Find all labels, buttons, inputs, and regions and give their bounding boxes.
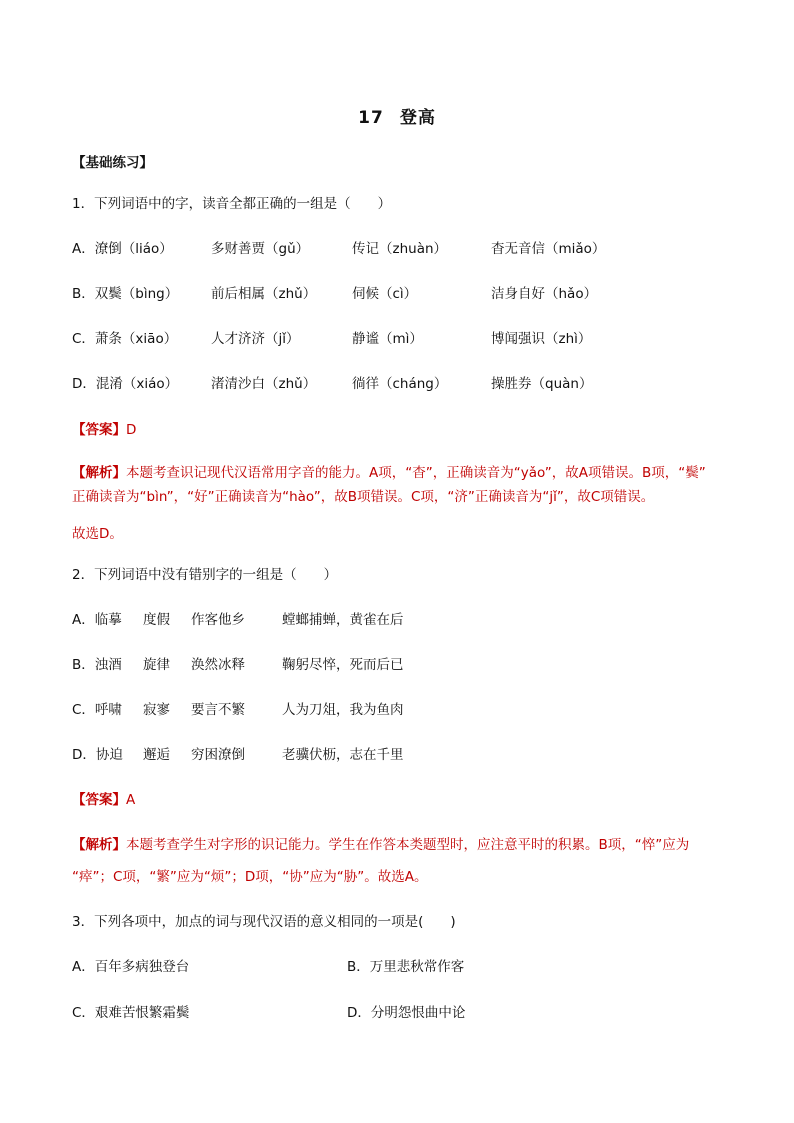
lesson-number: 17 [358,108,384,128]
q1-d-2: 渚清沙白（zhǔ） [211,376,317,392]
q2-b-4: 鞠躬尽悴，死而后已 [282,657,404,673]
q2-analysis-line-1 [72,835,689,855]
answer-tag: 【答案】 [72,792,126,808]
q1-d-3: 徜徉（cháng） [352,376,448,392]
q1-b-3: 伺候（cì） [352,286,418,302]
q2-a-1: A．临摹 [72,612,122,628]
q1-d-1: D．混淆（xiáo） [72,376,179,392]
q2-c-4: 人为刀俎，我为鱼肉 [282,702,404,718]
answer-value: A [126,792,136,808]
q2-c-1: C．呼啸 [72,702,122,718]
q3-option-c: C．艰难苦恨繁霜鬓 [72,1005,190,1021]
q1-a-4: 杳无音信（miǎo） [491,241,606,257]
q1-b-1: B．双鬓（bìng） [72,286,179,302]
answer-value: D [126,422,137,438]
q2-a-2: 度假 [143,612,170,628]
q1-c-4: 博闻强识（zhì） [491,331,592,347]
q1-stem: 1．下列词语中的字，读音全都正确的一组是（ ） [72,196,392,212]
q2-d-2: 邂逅 [143,747,170,763]
q1-a-2: 多财善贾（gǔ） [211,241,310,257]
q2-d-4: 老骥伏枥，志在千里 [282,747,404,763]
q2-b-2: 旋律 [143,657,170,673]
analysis-text: 本题考查识记现代汉语常用字音的能力。A项，“杳”，正确读音为“yǎo”，故A项错误。B项，“鬓” [126,465,706,481]
q3-option-b: B．万里悲秋常作客 [347,959,465,975]
q1-c-2: 人才济济（jǐ） [211,331,300,347]
q1-b-2: 前后相属（zhǔ） [211,286,317,302]
q1-analysis-line-1 [72,463,706,483]
lesson-title: 登高 [399,108,436,128]
q2-answer [72,790,135,810]
q1-a-1: A．潦倒（liáo） [72,241,173,257]
q1-c-3: 静谧（mì） [352,331,423,347]
q2-a-4: 螳螂捕蝉，黄雀在后 [282,612,404,628]
q1-a-3: 传记（zhuàn） [352,241,448,257]
q3-option-d: D．分明怨恨曲中论 [347,1005,466,1021]
q1-analysis-line-2: 正确读音为“bìn”，“好”正确读音为“hào”，故B项错误。C项，“济”正确读音为“jǐ”，故C项错误。 [72,489,655,505]
q2-d-3: 穷困潦倒 [191,747,245,763]
q1-analysis-line-3: 故选D。 [72,526,123,542]
q1-c-1: C．萧条（xiāo） [72,331,178,347]
q1-d-4: 操胜券（quàn） [491,376,593,392]
section-heading: 【基础练习】 [72,155,153,171]
analysis-text: 本题考查学生对字形的识记能力。学生在作答本类题型时，应注意平时的积累。B项，“悴”应为 [126,837,690,853]
q1-answer [72,420,136,440]
q2-c-3: 要言不繁 [191,702,245,718]
q3-option-a: A．百年多病独登台 [72,959,190,975]
answer-tag: 【答案】 [72,422,126,438]
analysis-tag: 【解析】 [72,465,126,481]
analysis-tag: 【解析】 [72,837,126,853]
q2-c-2: 寂寥 [143,702,170,718]
q2-b-3: 涣然冰释 [191,657,245,673]
q1-b-4: 洁身自好（hǎo） [491,286,598,302]
q2-d-1: D．协迫 [72,747,123,763]
q2-stem: 2．下列词语中没有错别字的一组是（ ） [72,567,338,583]
q2-analysis-line-2: “瘁”；C项，“繁”应为“烦”；D项，“协”应为“胁”。故选A。 [72,869,428,885]
q3-stem: 3．下列各项中，加点的词与现代汉语的意义相同的一项是( ) [72,914,456,930]
page-title [0,103,794,128]
q2-b-1: B．浊酒 [72,657,122,673]
q2-a-3: 作客他乡 [191,612,245,628]
